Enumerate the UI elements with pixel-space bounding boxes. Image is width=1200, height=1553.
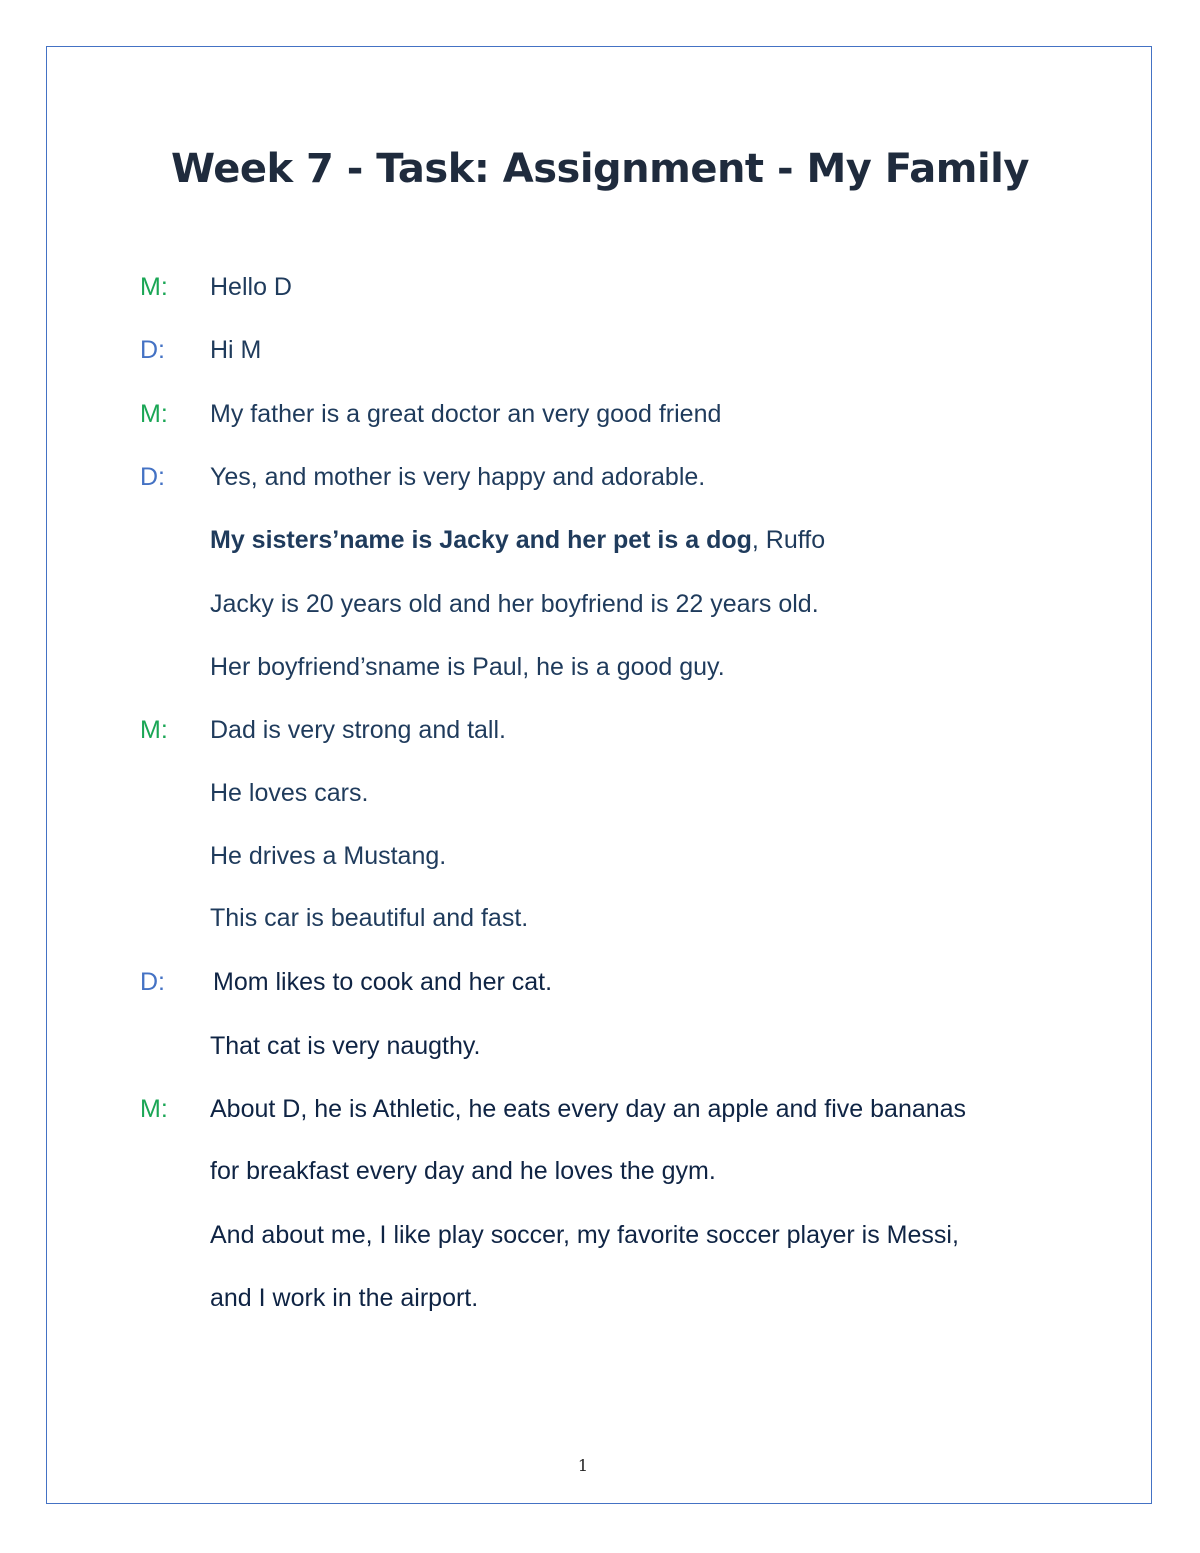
- dialogue-line: [0, 838, 1200, 874]
- dialogue-text: This car is beautiful and fast.: [210, 904, 529, 932]
- dialogue-text: Mom likes to cook and her cat.: [213, 968, 553, 996]
- dialogue-text: Dad is very strong and tall.: [210, 716, 506, 744]
- dialogue-text: He drives a Mustang.: [210, 842, 447, 870]
- dialogue-line: [0, 712, 1200, 748]
- dialogue-text: Jacky is 20 years old and her boyfriend is 22 years old.: [210, 590, 819, 618]
- dialogue-line: [0, 775, 1200, 811]
- speaker-label: D:: [140, 336, 165, 364]
- dialogue-text-bold: My sisters’name is Jacky and her pet is a dog: [210, 526, 752, 554]
- dialogue-text-rest: , Ruffo: [751, 526, 826, 554]
- speaker-label: D:: [140, 968, 165, 996]
- dialogue-text: Yes, and mother is very happy and adorable.: [210, 463, 706, 491]
- dialogue-line: [0, 964, 1200, 1000]
- speaker-label: M:: [140, 716, 168, 744]
- speaker-label: M:: [140, 400, 168, 428]
- dialogue-text: [210, 522, 825, 558]
- dialogue-text: and I work in the airport.: [210, 1284, 479, 1312]
- dialogue-text: My father is a great doctor an very good friend: [210, 400, 722, 428]
- document-title: Week 7 - Task: Assignment - My Family: [171, 146, 1029, 192]
- dialogue-line: [0, 396, 1200, 432]
- speaker-label: D:: [140, 463, 165, 491]
- dialogue-line: [0, 900, 1200, 936]
- dialogue-text: He loves cars.: [210, 779, 369, 807]
- dialogue-text: About D, he is Athletic, he eats every day an apple and five bananas: [210, 1095, 967, 1123]
- dialogue-text: for breakfast every day and he loves the gym.: [210, 1157, 716, 1185]
- dialogue-line: [0, 649, 1200, 685]
- dialogue-line: [0, 1217, 1200, 1253]
- dialogue-line: [0, 1153, 1200, 1189]
- speaker-label: M:: [140, 273, 168, 301]
- dialogue-line: [0, 1028, 1200, 1064]
- page-number: 1: [577, 1456, 589, 1475]
- speaker-label: M:: [140, 1095, 168, 1123]
- dialogue-line: [0, 269, 1200, 305]
- dialogue-text: Hi M: [210, 336, 262, 364]
- dialogue-text: That cat is very naugthy.: [210, 1032, 481, 1060]
- dialogue-text: Her boyfriend’sname is Paul, he is a good guy.: [210, 653, 725, 681]
- dialogue-text: Hello D: [210, 273, 292, 301]
- dialogue-line: [0, 1280, 1200, 1316]
- dialogue-line: [0, 1091, 1200, 1127]
- dialogue-line: [0, 332, 1200, 368]
- dialogue-text: And about me, I like play soccer, my favorite soccer player is Messi,: [210, 1221, 959, 1249]
- dialogue-line: [0, 459, 1200, 495]
- dialogue-line: [0, 522, 1200, 558]
- dialogue-line: [0, 586, 1200, 622]
